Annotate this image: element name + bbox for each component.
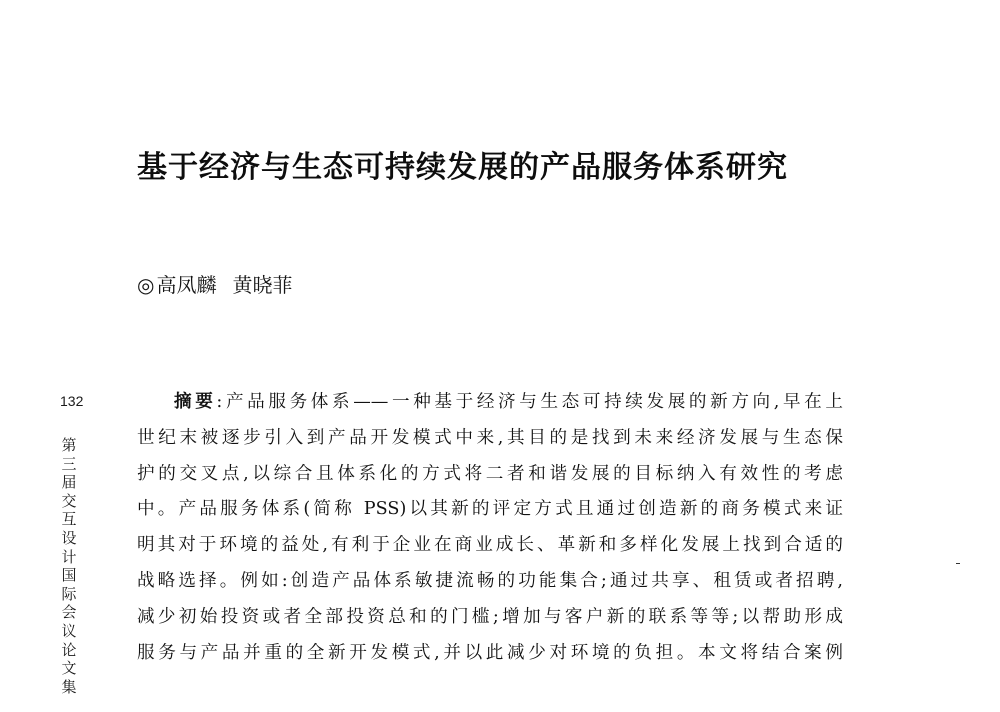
abstract-line-1-text: :产品服务体系——一种基于经济与生态可持续发展的新方向,早在上: [216, 392, 843, 412]
abstract-line-5: 明其对于环境的益处,有利于企业在商业成长、革新和多样化发展上找到合适的: [137, 535, 843, 556]
scan-artifact: [956, 563, 960, 564]
abstract-paragraph: [137, 385, 843, 671]
abstract-line-7: 减少初始投资或者全部投资总和的门槛;增加与客户新的联系等等;以帮助形成: [137, 606, 843, 627]
abstract-line-8: 服务与产品并重的全新开发模式,并以此减少对环境的负担。本文将结合案例: [137, 642, 843, 663]
abstract-line-2: 世纪末被逐步引入到产品开发模式中来,其目的是找到未来经济发展与生态保: [137, 427, 843, 448]
paper-title: 基于经济与生态可持续发展的产品服务体系研究: [137, 150, 788, 185]
abstract-label: 摘要: [174, 392, 217, 412]
author-line: [137, 271, 292, 299]
abstract-line-4: 中。产品服务体系(简称 PSS)以其新的评定方式且通过创造新的商务模式来证: [137, 499, 843, 520]
author-name-1: 高凤麟: [156, 273, 217, 297]
abstract-line-3: 护的交叉点,以综合且体系化的方式将二者和谐发展的目标纳入有效性的考虑: [137, 463, 843, 484]
page-number: 132: [60, 393, 84, 409]
author-name-2: 黄晓菲: [232, 273, 293, 297]
abstract-line-1: [137, 385, 843, 421]
running-head-vertical: 第三届交互设计国际会议论文集: [61, 436, 77, 696]
author-mark-icon: ◎: [137, 273, 155, 297]
abstract-line-6: 战略选择。例如:创造产品体系敏捷流畅的功能集合;通过共享、租赁或者招聘,: [137, 570, 843, 591]
